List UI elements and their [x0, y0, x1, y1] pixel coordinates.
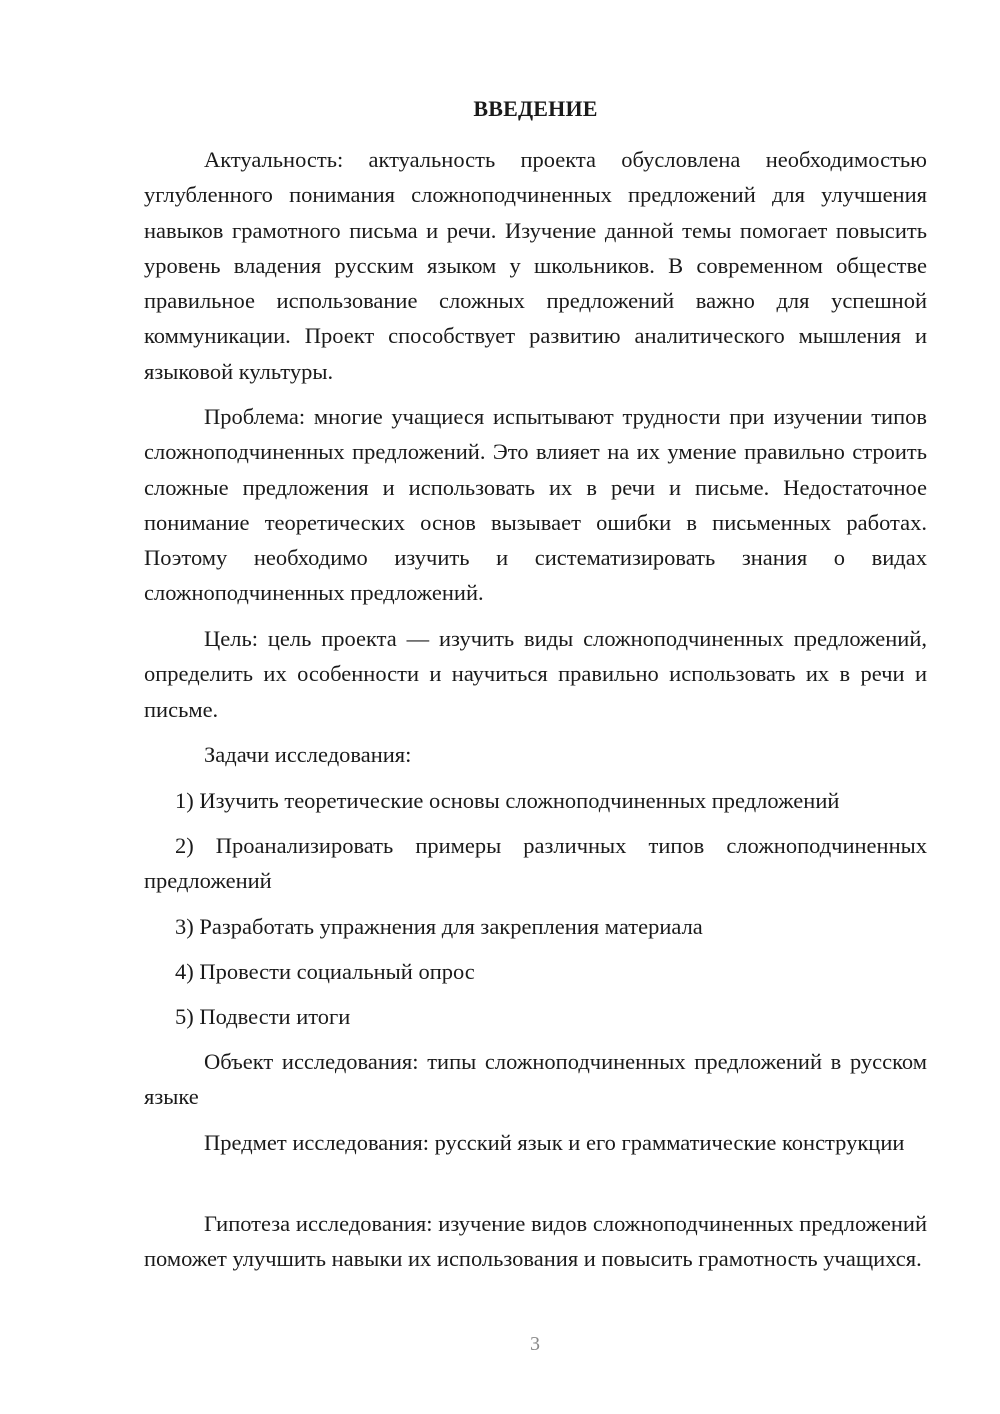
- paragraph-object: Объект исследования: типы сложноподчиненных предложений в русском языке: [144, 1049, 927, 1110]
- task-item-1: 1) Изучить теоретические основы сложноподчиненных предложений: [175, 788, 840, 813]
- task-item-2: 2) Проанализировать примеры различных типов сложноподчиненных предложений: [144, 833, 927, 894]
- paragraph-hypothesis: Гипотеза исследования: изучение видов сложноподчиненных предложений поможет улучшить навыки их использования и повысить грамотность учащихся.: [144, 1211, 927, 1272]
- paragraph-problem: Проблема: многие учащиеся испытывают трудности при изучении типов сложноподчиненных предложений. Это влияет на их умение правильно строить сложные предложения и использовать их в речи и письме. Недостаточное понимание теоретических основ вызывает ошибки в письменных работах. Поэтому необходимо изучить и систематизировать знания о видах сложноподчиненных предложений.: [144, 404, 927, 606]
- paragraph-goal: Цель: цель проекта — изучить виды сложноподчиненных предложений, определить их особенности и научиться правильно использовать их в речи и письме.: [144, 626, 927, 722]
- task-item-4: 4) Провести социальный опрос: [175, 959, 475, 984]
- task-item-3: 3) Разработать упражнения для закрепления материала: [175, 914, 703, 939]
- task-item-5: 5) Подвести итоги: [175, 1004, 351, 1029]
- page-title: ВВЕДЕНИЕ: [473, 96, 598, 121]
- paragraph-subject: Предмет исследования: русский язык и его грамматические конструкции: [204, 1130, 905, 1155]
- tasks-heading: Задачи исследования:: [204, 742, 412, 767]
- page-number: 3: [530, 1333, 540, 1355]
- paragraph-relevance: Актуальность: актуальность проекта обусловлена необходимостью углубленного понимания сложноподчиненных предложений для улучшения навыков грамотного письма и речи. Изучение данной темы помогает повысить уровень владения русским языком у школьников. В современном обществе правильное использование сложных предложений важно для успешной коммуникации. Проект способствует развитию аналитического мышления и языковой культуры.: [144, 147, 927, 384]
